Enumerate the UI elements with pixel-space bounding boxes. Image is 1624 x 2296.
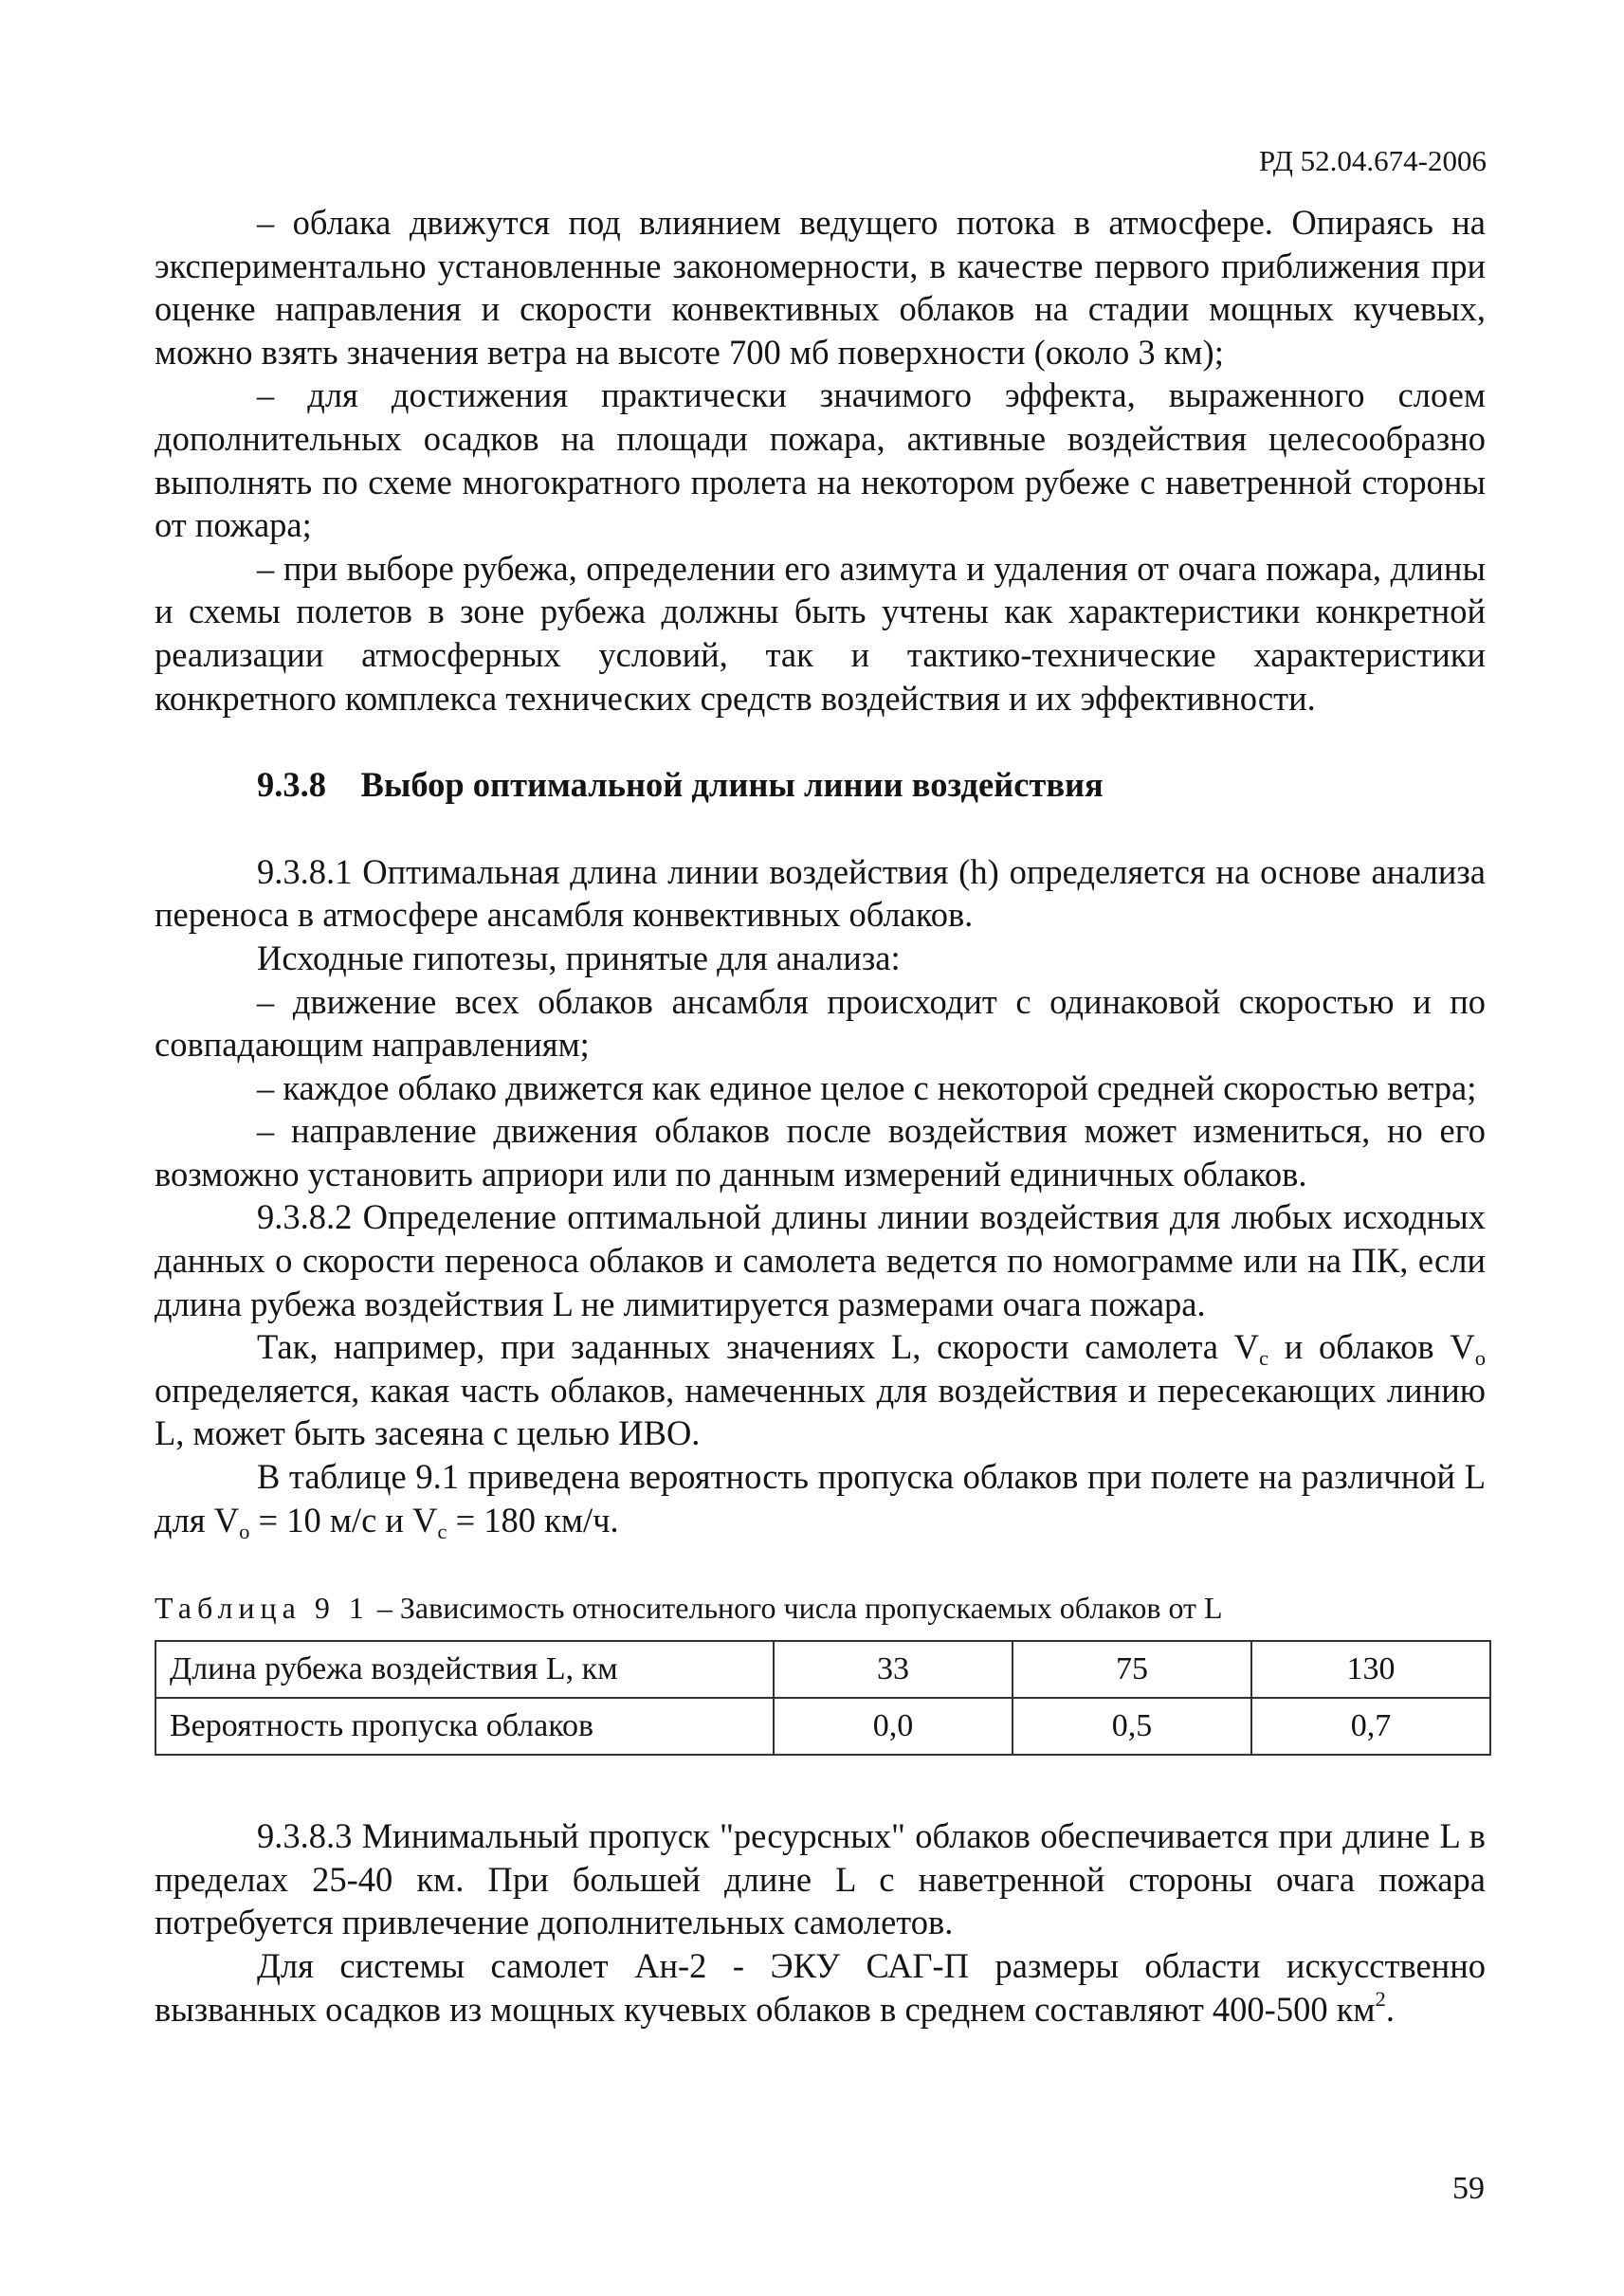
table-cell: 33 [774,1641,1013,1698]
section-heading [257,763,1486,807]
paragraph: – облака движутся под влиянием ведущего потока в атмосфере. Опираясь на экспериментально установленные закономерности, в качестве первого приближения при оценке направления и скорости конвективных облаков на стадии мощных кучевых, можно взять значения ветра на высоте 700 мб поверхности (около 3 км); [155,203,1486,372]
table-cell: 75 [1013,1641,1251,1698]
paragraph: – для достижения практически значимого эффекта, выраженного слоем дополнительных осадков на площади пожара, активные воздействия целесообразно выполнять по схеме многократного пролета на некотором рубеже с наветренной стороны от пожара; [155,375,1486,545]
table-row [155,1698,1490,1755]
section-title: Выбор оптимальной длины линии воздействия [360,765,1104,805]
table-cell: 130 [1251,1641,1490,1698]
paragraph: 9.3.8.2 Определение оптимальной длины линии воздействия для любых исходных данных о скорости переноса облаков и самолета ведется по номограмме или на ПК, если длина рубежа воздействия L не лимитируется размерами очага пожара. [155,1197,1486,1323]
paragraph-example: Так, например, при заданных значениях L, скорости самолета $V_с$ и облаков $V_о$ определяется, какая часть облаков, намеченных для воздействия и пересекающих линию L, может быть засеяна с целью ИВО. [155,1327,1486,1453]
paragraph-table-reference: В таблице 9.1 приведена вероятность пропуска облаков при полете на различной L для $V_о = 10$ м/с и $V_с = 180$ км/ч. [155,1457,1486,1543]
page-content [155,201,1486,2031]
paragraph: – движение всех облаков ансамбля происходит с одинаковой скоростью и по совпадающим направлениям; [155,981,1486,1065]
paragraph: Исходные гипотезы, принятые для анализа: [257,938,901,977]
table-cell: 0,5 [1013,1698,1251,1755]
paragraph: – каждое облако движется как единое целое с некоторой средней скоростью ветра; [257,1067,1477,1107]
table-caption [155,1589,1486,1627]
paragraph: – направление движения облаков после воздействия может измениться, но его возможно установить априори или по данным измерений единичных облаков. [155,1111,1486,1194]
paragraph: 9.3.8.1 Оптимальная длина линии воздействия (h) определяется на основе анализа переноса в атмосфере ансамбля конвективных облаков. [155,851,1486,935]
page-number: 59 [1452,2171,1485,2206]
paragraph: 9.3.8.3 Минимальный пропуск "ресурсных" облаков обеспечивается при длине L в пределах 25-40 км. При большей длине L с наветренной стороны очага пожара потребуется привлечение дополнительных самолетов. [155,1816,1486,1942]
table-cell-label: Длина рубежа воздействия L, км [155,1641,774,1698]
paragraph: – при выборе рубежа, определении его азимута и удаления от очага пожара, длины и схемы полетов в зоне рубежа должны быть учтены как характеристики конкретной реализации атмосферных условий, так и тактико-технические характеристики конкретного комплекса технических средств воздействия и их эффективности. [155,548,1486,718]
paragraph-last: Для системы самолет Ан-2 - ЭКУ САГ-П размеры области искусственно вызванных осадков из мощных кучевых облаков в среднем составляют 400-500 $км^2$. [155,1946,1486,2029]
table-caption-text: – Зависимость относительного числа пропускаемых облаков от L [369,1591,1223,1626]
table-caption-label: Таблица 9 1 [155,1591,370,1626]
document-code: РД 52.04.674-2006 [1258,144,1487,177]
table-cell-label: Вероятность пропуска облаков [155,1698,774,1755]
table-row [155,1641,1490,1698]
section-number: 9.3.8 [257,765,326,805]
table-cell: 0,7 [1251,1698,1490,1755]
data-table [155,1640,1491,1756]
table-cell: 0,0 [774,1698,1013,1755]
